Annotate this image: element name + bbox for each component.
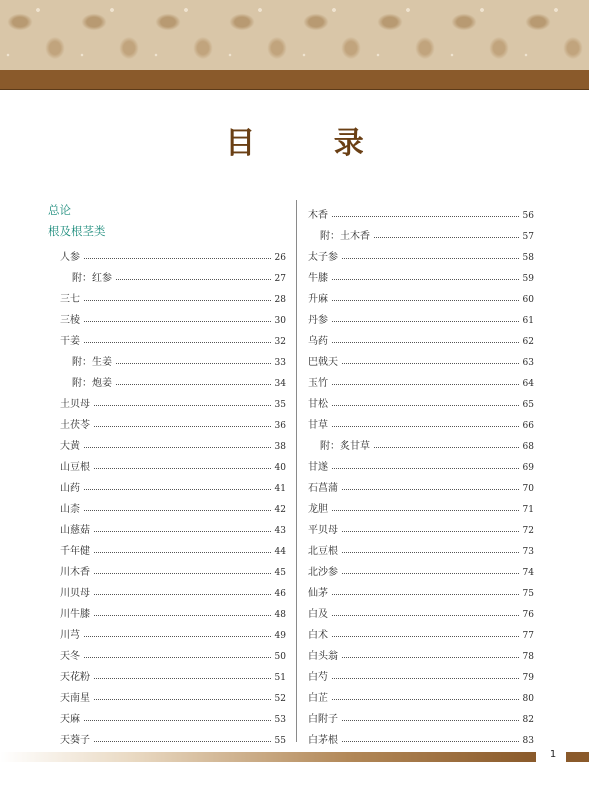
dot-leader [94,468,271,469]
toc-entry[interactable] [308,704,534,725]
dot-leader [94,552,271,553]
toc-entry-label: 天葵子 [60,735,90,746]
toc-entry-label: 白及 [308,609,328,620]
toc-entry-label: 甘草 [308,420,328,431]
toc-entry-label: 附：生姜 [72,357,112,368]
toc-entry[interactable] [48,578,286,599]
toc-entry-page: 82 [522,715,534,725]
toc-entry-page: 45 [274,568,286,578]
decorative-banner [0,0,589,70]
toc-entry-label: 大黄 [60,441,80,452]
toc-entry[interactable] [308,620,534,641]
dot-leader [94,531,271,532]
toc-entry[interactable] [48,683,286,704]
dot-leader [342,363,519,364]
dot-leader [332,678,519,679]
toc-entry-label: 平贝母 [308,525,338,536]
toc-entry-page: 66 [522,421,534,431]
toc-entry-label: 附：炙甘草 [320,441,370,452]
toc-entry-page: 41 [274,484,286,494]
toc-entry[interactable] [48,536,286,557]
toc-entry-label: 三七 [60,294,80,305]
toc-entry[interactable] [48,641,286,662]
toc-entry-page: 63 [522,358,534,368]
toc-entry[interactable] [308,284,534,305]
dot-leader [342,657,519,658]
dot-leader [116,279,271,280]
toc-entry-label: 土茯苓 [60,420,90,431]
toc-entry[interactable] [48,494,286,515]
dot-leader [116,384,271,385]
toc-entry[interactable] [308,242,534,263]
toc-sub-entry[interactable] [48,263,286,284]
dot-leader [84,636,271,637]
dot-leader [342,531,519,532]
toc-entry[interactable] [308,536,534,557]
toc-entry-page: 61 [522,316,534,326]
toc-entry-page: 42 [274,505,286,515]
toc-entry-page: 69 [522,463,534,473]
toc-entry-label: 天南星 [60,693,90,704]
toc-entry-page: 28 [274,295,286,305]
toc-entry-label: 川牛膝 [60,609,90,620]
toc-entry-label: 天花粉 [60,672,90,683]
dot-leader [94,573,271,574]
toc-entry-label: 白术 [308,630,328,641]
toc-entry-page: 43 [274,526,286,536]
toc-entry-label: 玉竹 [308,378,328,389]
toc-entry-label: 龙胆 [308,504,328,515]
dot-leader [84,510,271,511]
toc-entry-label: 白茅根 [308,735,338,746]
dot-leader [332,426,519,427]
toc-entry[interactable] [308,494,534,515]
toc-entry-page: 74 [522,568,534,578]
toc-entry-page: 30 [274,316,286,326]
toc-entry-label: 山慈菇 [60,525,90,536]
toc-entry-page: 27 [274,274,286,284]
toc-section-heading: 根及根茎类 [48,224,106,238]
toc-entry[interactable] [48,725,286,746]
toc-entry-label: 山豆根 [60,462,90,473]
toc-entry-label: 白附子 [308,714,338,725]
toc-entry-page: 52 [274,694,286,704]
toc-entry[interactable] [308,557,534,578]
toc-entry-label: 甘遂 [308,462,328,473]
toc-sub-entry[interactable] [308,221,534,242]
dot-leader [342,573,519,574]
toc-entry[interactable] [48,389,286,410]
toc-entry[interactable] [308,410,534,431]
toc-entry-label: 山药 [60,483,80,494]
toc-entry-label: 石菖蒲 [308,483,338,494]
toc-entry[interactable] [48,662,286,683]
toc-entry-label: 木香 [308,210,328,221]
toc-entry-page: 40 [274,463,286,473]
toc-entry[interactable] [48,452,286,473]
toc-entry[interactable] [48,704,286,725]
dot-leader [342,720,519,721]
toc-entry-page: 70 [522,484,534,494]
dot-leader [332,405,519,406]
page-title: 目 录 [225,126,398,161]
toc-entry[interactable] [48,599,286,620]
toc-entry-page: 46 [274,589,286,599]
toc-left-column [48,200,286,746]
toc-entry-page: 68 [522,442,534,452]
toc-entry-page: 38 [274,442,286,452]
toc-entry[interactable] [308,725,534,746]
toc-entry-page: 77 [522,631,534,641]
page-number: 1 [549,749,557,760]
toc-entry-label: 附：炮姜 [72,378,112,389]
toc-entry-page: 56 [522,211,534,221]
toc-sub-entry[interactable] [48,347,286,368]
dot-leader [84,258,271,259]
toc-entry-page: 73 [522,547,534,557]
toc-entry-label: 白芷 [308,693,328,704]
toc-entry-label: 乌药 [308,336,328,347]
toc-entry[interactable] [48,473,286,494]
toc-entry[interactable] [308,515,534,536]
toc-entry[interactable] [308,368,534,389]
dot-leader [84,342,271,343]
banner-divider [0,89,589,90]
toc-entry-page: 50 [274,652,286,662]
toc-entry-label: 人参 [60,252,80,263]
toc-entry-label: 干姜 [60,336,80,347]
toc-entry[interactable] [48,284,286,305]
toc-entry-page: 76 [522,610,534,620]
toc-entry-page: 83 [522,736,534,746]
toc-entry[interactable] [308,473,534,494]
toc-sub-entry[interactable] [48,368,286,389]
dot-leader [94,615,271,616]
toc-entry[interactable] [308,326,534,347]
toc-entry-page: 57 [522,232,534,242]
dot-leader [84,447,271,448]
footer-bar [0,752,536,762]
toc-entry-label: 丹参 [308,315,328,326]
toc-entry-label: 北沙参 [308,567,338,578]
footer-bar-end [566,752,589,762]
toc-entry-page: 64 [522,379,534,389]
dot-leader [332,321,519,322]
toc-entry-label: 土贝母 [60,399,90,410]
toc-entry-label: 白芍 [308,672,328,683]
toc-entry-page: 72 [522,526,534,536]
toc-entry-label: 甘松 [308,399,328,410]
toc-entry-label: 仙茅 [308,588,328,599]
dot-leader [94,405,271,406]
toc-entry-label: 附：土木香 [320,231,370,242]
toc-entry-page: 48 [274,610,286,620]
dot-leader [94,678,271,679]
toc-entry[interactable] [48,410,286,431]
dot-leader [332,279,519,280]
banner-stripe [0,70,589,89]
toc-entry[interactable] [308,347,534,368]
dot-leader [84,321,271,322]
dot-leader [342,741,519,742]
dot-leader [332,468,519,469]
toc-entry[interactable] [48,620,286,641]
toc-entry-label: 川木香 [60,567,90,578]
dot-leader [94,594,271,595]
toc-entry-page: 62 [522,337,534,347]
toc-entry-page: 44 [274,547,286,557]
toc-entry-page: 53 [274,715,286,725]
dot-leader [332,636,519,637]
toc-entry[interactable] [308,389,534,410]
toc-entry-page: 36 [274,421,286,431]
toc-entry-page: 33 [274,358,286,368]
dot-leader [332,342,519,343]
toc-entry-label: 天麻 [60,714,80,725]
toc-entry-page: 58 [522,253,534,263]
toc-entry-label: 白头翁 [308,651,338,662]
toc-entry-page: 32 [274,337,286,347]
toc-entry-label: 北豆根 [308,546,338,557]
dot-leader [342,552,519,553]
toc-entry[interactable] [48,305,286,326]
toc-entry-page: 79 [522,673,534,683]
toc-entry-page: 49 [274,631,286,641]
dot-leader [374,447,519,448]
toc-entry-label: 天冬 [60,651,80,662]
dot-leader [332,594,519,595]
toc-entry-label: 牛膝 [308,273,328,284]
toc-entry[interactable] [308,305,534,326]
dot-leader [332,216,519,217]
toc-entry-label: 川贝母 [60,588,90,599]
toc-entry[interactable] [48,431,286,452]
toc-entry-page: 35 [274,400,286,410]
toc-entry-page: 65 [522,400,534,410]
dot-leader [84,300,271,301]
toc-entry[interactable] [48,242,286,263]
toc-entry-page: 75 [522,589,534,599]
toc-entry[interactable] [48,557,286,578]
toc-entry-label: 千年健 [60,546,90,557]
dot-leader [94,426,271,427]
toc-entry[interactable] [308,200,534,221]
toc-entry-page: 51 [274,673,286,683]
toc-entry-page: 71 [522,505,534,515]
toc-entry[interactable] [308,263,534,284]
dot-leader [374,237,519,238]
dot-leader [84,657,271,658]
dot-leader [332,300,519,301]
dot-leader [84,720,271,721]
toc-entry-page: 78 [522,652,534,662]
toc-entry-label: 巴戟天 [308,357,338,368]
toc-entry[interactable] [308,452,534,473]
column-divider [296,200,297,742]
toc-entry-label: 附：红参 [72,273,112,284]
dot-leader [332,615,519,616]
toc-entry-label: 升麻 [308,294,328,305]
toc-entry-page: 80 [522,694,534,704]
dot-leader [332,510,519,511]
dot-leader [342,489,519,490]
toc-entry[interactable] [308,599,534,620]
toc-entry-label: 太子参 [308,252,338,263]
dot-leader [332,384,519,385]
toc-entry[interactable] [308,683,534,704]
dot-leader [332,699,519,700]
toc-entry-page: 34 [274,379,286,389]
toc-entry-page: 59 [522,274,534,284]
toc-entry[interactable] [308,578,534,599]
dot-leader [94,699,271,700]
toc-entry[interactable] [48,326,286,347]
dot-leader [342,258,519,259]
toc-entry-page: 55 [274,736,286,746]
dot-leader [94,741,271,742]
toc-entry[interactable] [308,662,534,683]
toc-sub-entry[interactable] [308,431,534,452]
toc-section-heading: 总论 [48,203,71,217]
toc-entry-label: 山柰 [60,504,80,515]
dot-leader [116,363,271,364]
toc-entry[interactable] [48,515,286,536]
toc-entry[interactable] [308,641,534,662]
toc-entry-label: 川芎 [60,630,80,641]
toc-entry-page: 60 [522,295,534,305]
toc-entry-label: 三棱 [60,315,80,326]
toc-right-column [308,200,534,746]
dot-leader [84,489,271,490]
toc-entry-page: 26 [274,253,286,263]
